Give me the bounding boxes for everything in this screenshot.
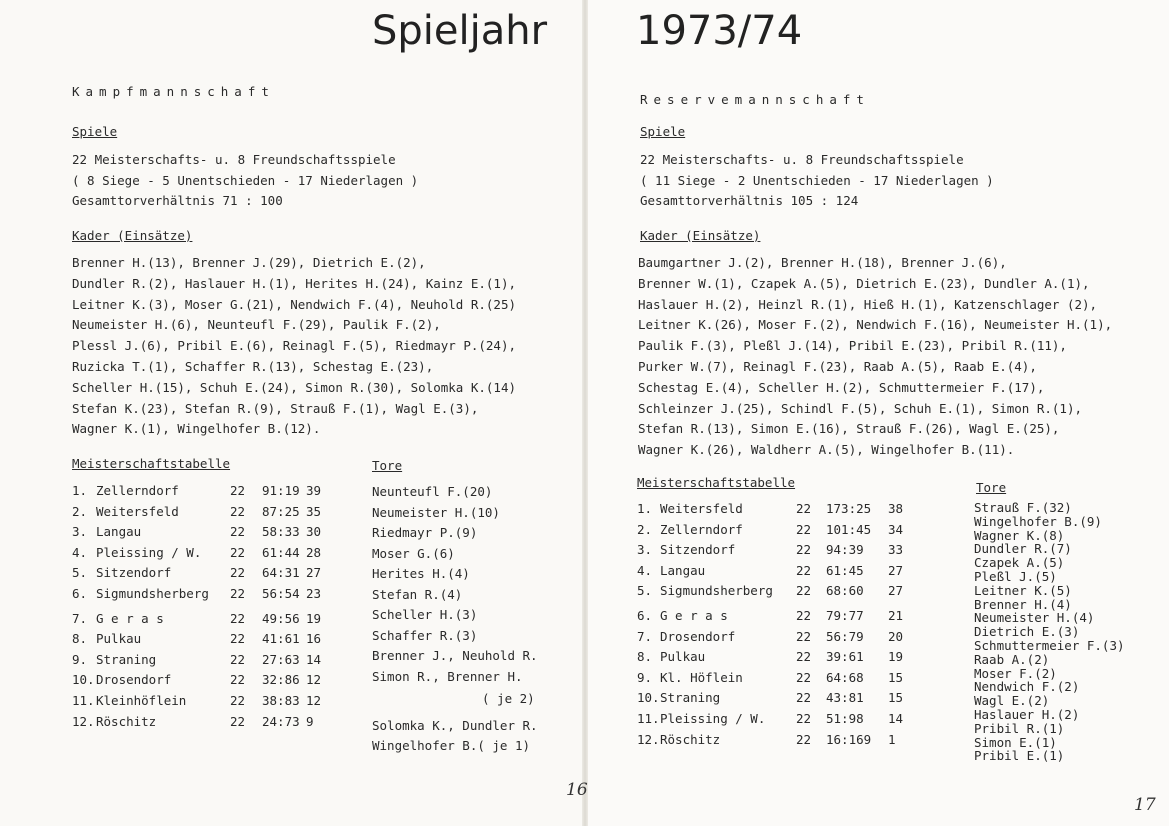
scorer-line: Wagl E.(2) [974,693,1050,709]
points-cell: 38 [888,501,904,516]
games-cell: 22 [230,503,246,519]
games-cell: 22 [230,672,246,688]
scorer-line: Brenner J., Neuhold R. [372,648,538,663]
scorer-line: Strauß F.(32) [974,500,1072,515]
score-cell: 87:25 [262,503,300,519]
rank-cell: 1. [637,501,653,516]
team-cell: Drosendorf [660,628,736,644]
right-table-heading: Meisterschaftstabelle [637,475,796,490]
rank-cell: 4. [72,544,88,560]
kader-line: Haslauer H.(2), Heinzl R.(1), Hieß H.(1), Katzenschlager (2), [638,296,1098,312]
rank-cell: 8. [637,649,653,665]
right-page-number: 17 [1134,795,1156,815]
kader-line: Baumgartner J.(2), Brenner H.(18), Brenner J.(6), [638,255,1007,270]
games-cell: 22 [796,628,812,644]
games-cell: 22 [230,565,246,581]
rank-cell: 5. [72,565,88,581]
games-cell: 22 [796,501,812,516]
scorer-line: Pleßl J.(5) [974,569,1057,584]
games-cell: 22 [230,524,246,540]
points-cell: 19 [888,649,904,665]
points-cell: 33 [888,542,904,558]
rank-cell: 1. [72,483,88,498]
kader-line: Neumeister H.(6), Neunteufl F.(29), Paulik F.(2), [72,317,441,333]
points-cell: 34 [888,521,904,537]
score-cell: 16:169 [826,731,872,747]
score-cell: 94:39 [826,542,864,558]
score-cell: 39:61 [826,649,864,665]
team-cell: Pulkau [660,649,706,665]
score-cell: 58:33 [262,524,300,540]
points-cell: 9 [306,713,314,729]
scorer-line: Czapek A.(5) [974,555,1065,571]
kader-line: Plessl J.(6), Pribil E.(6), Reinagl F.(5), Riedmayr P.(24), [72,338,517,354]
score-cell: 43:81 [826,690,864,706]
kader-line: Brenner H.(13), Brenner J.(29), Dietrich E.(2), [72,255,426,270]
points-cell: 21 [888,608,904,623]
team-cell: G e r a s [660,608,728,623]
points-cell: 15 [888,690,904,706]
scorer-line: Pribil E.(1) [974,748,1065,764]
team-cell: Pulkau [96,631,142,647]
games-cell: 22 [230,693,246,708]
book-gutter [582,0,588,826]
team-cell: Röschitz [96,713,157,729]
score-cell: 24:73 [262,713,300,729]
points-cell: 27 [306,565,322,581]
points-cell: 23 [306,586,322,601]
scorer-line: Solomka K., Dundler R. [372,717,538,733]
score-cell: 49:56 [262,610,300,626]
games-cell: 22 [796,608,812,623]
points-cell: 12 [306,672,322,688]
team-cell: Pleissing / W. [660,711,766,726]
rank-cell: 12. [72,713,95,729]
right-tore-heading: Tore [976,480,1007,495]
rank-cell: 5. [637,583,653,599]
rank-cell: 11. [637,711,660,726]
points-cell: 1 [888,731,896,747]
scorer-line: Nendwich F.(2) [974,679,1080,695]
team-cell: G e r a s [96,610,164,626]
scorer-line: Brenner H.(4) [974,596,1072,612]
rank-cell: 7. [72,610,88,626]
team-cell: Weitersfeld [96,503,179,519]
scorer-line: Haslauer H.(2) [974,707,1080,722]
right-team-heading: Reservemannschaft [640,92,870,107]
rank-cell: 8. [72,631,88,647]
games-cell: 22 [230,483,246,498]
points-cell: 16 [306,631,322,647]
score-cell: 61:45 [826,562,864,578]
spiele-line: ( 8 Siege - 5 Unentschieden - 17 Niederlagen ) [72,172,419,188]
scorer-line: Leitner K.(5) [974,582,1072,598]
scorer-line: Scheller H.(3) [372,607,478,622]
points-cell: 15 [888,669,904,685]
score-cell: 64:31 [262,565,300,581]
kader-line: Schestag E.(4), Scheller H.(2), Schmuttermeier F.(17), [638,379,1045,395]
score-cell: 68:60 [826,583,864,599]
games-cell: 22 [796,542,812,558]
points-cell: 14 [306,651,322,667]
games-cell: 22 [230,631,246,647]
team-cell: Röschitz [660,731,721,747]
scorer-line: Wagner K.(8) [974,527,1065,543]
scorer-line: Raab A.(2) [974,651,1050,667]
score-cell: 56:54 [262,586,300,601]
team-cell: Kleinhöflein [96,693,187,708]
points-cell: 27 [888,583,904,599]
kader-line: Paulik F.(3), Pleßl J.(14), Pribil E.(23), Pribil R.(11), [638,338,1067,354]
right-spiele-heading: Spiele [640,124,686,139]
score-cell: 61:44 [262,544,300,560]
rank-cell: 2. [637,521,653,537]
scorer-line: Dundler R.(7) [974,541,1072,557]
points-cell: 39 [306,483,322,498]
score-cell: 64:68 [826,669,864,685]
spiele-line: Gesamttorverhältnis 105 : 124 [640,193,859,208]
points-cell: 35 [306,503,322,519]
points-cell: 30 [306,524,322,540]
kader-line: Stefan K.(23), Stefan R.(9), Strauß F.(1), Wagl E.(3), [72,400,479,416]
games-cell: 22 [230,651,246,667]
spiele-line: Gesamttorverhältnis 71 : 100 [72,193,283,208]
kader-line: Wagner K.(1), Wingelhofer B.(12). [72,421,321,437]
kader-line: Purker W.(7), Reinagl F.(23), Raab A.(5), Raab E.(4), [638,359,1037,374]
scorer-line: Neumeister H.(10) [372,504,500,520]
kader-line: Stefan R.(13), Simon E.(16), Strauß F.(26), Wagl E.(25), [638,421,1060,437]
points-cell: 19 [306,610,322,626]
right-kader-heading: Kader (Einsätze) [640,228,761,243]
rank-cell: 10. [72,672,95,688]
score-cell: 51:98 [826,711,864,726]
rank-cell: 10. [637,690,660,706]
kader-line: Scheller H.(15), Schuh E.(24), Simon R.(30), Solomka K.(14) [72,379,517,395]
games-cell: 22 [230,544,246,560]
team-cell: Zellerndorf [660,521,743,537]
left-kader-heading: Kader (Einsätze) [72,228,193,243]
spiele-line: ( 11 Siege - 2 Unentschieden - 17 Niederlagen ) [640,172,994,188]
scorer-line: Moser G.(6) [372,545,455,561]
team-cell: Sigmundsherberg [660,583,773,599]
kader-line: Ruzicka T.(1), Schaffer R.(13), Schestag E.(23), [72,359,434,374]
scorer-line: Stefan R.(4) [372,586,463,602]
scorer-line: Pribil R.(1) [974,720,1065,736]
kader-line: Leitner K.(26), Moser F.(2), Nendwich F.(16), Neumeister H.(1), [638,317,1113,333]
scorer-line: Simon R., Brenner H. [372,668,523,684]
team-cell: Sigmundsherberg [96,586,209,601]
scorer-line: Wingelhofer B.( je 1) [372,738,531,753]
scorer-line: Schmuttermeier F.(3) [974,638,1125,653]
score-cell: 79:77 [826,608,864,623]
scorer-line: Moser F.(2) [974,665,1057,681]
games-cell: 22 [796,562,812,578]
games-cell: 22 [230,610,246,626]
games-cell: 22 [796,649,812,665]
score-cell: 101:45 [826,521,872,537]
games-cell: 22 [230,713,246,729]
team-cell: Zellerndorf [96,483,179,498]
team-cell: Sitzendorf [660,542,736,558]
rank-cell: 9. [72,651,88,667]
games-cell: 22 [796,521,812,537]
scorer-line: ( je 2) [482,691,535,706]
team-cell: Pleissing / W. [96,544,202,560]
score-cell: 27:63 [262,651,300,667]
games-cell: 22 [796,731,812,747]
rank-cell: 6. [637,608,653,623]
right-title: 1973/74 [636,8,803,54]
kader-line: Leitner K.(3), Moser G.(21), Nendwich F.(4), Neuhold R.(25) [72,296,517,312]
kader-line: Schleinzer J.(25), Schindl F.(5), Schuh E.(1), Simon R.(1), [638,400,1083,416]
rank-cell: 6. [72,586,88,601]
score-cell: 173:25 [826,501,872,516]
points-cell: 12 [306,693,322,708]
left-tore-heading: Tore [372,458,403,473]
rank-cell: 7. [637,628,653,644]
games-cell: 22 [796,669,812,685]
games-cell: 22 [796,711,812,726]
kader-line: Brenner W.(1), Czapek A.(5), Dietrich E.(23), Dundler A.(1), [638,275,1090,291]
kader-line: Wagner K.(26), Waldherr A.(5), Wingelhofer B.(11). [638,442,1015,458]
points-cell: 20 [888,628,904,644]
spiele-line: 22 Meisterschafts- u. 8 Freundschaftsspiele [72,152,396,167]
rank-cell: 11. [72,693,95,708]
games-cell: 22 [230,586,246,601]
team-cell: Sitzendorf [96,565,172,581]
points-cell: 28 [306,544,322,560]
team-cell: Straning [96,651,157,667]
rank-cell: 12. [637,731,660,747]
scorer-line: Wingelhofer B.(9) [974,513,1102,529]
points-cell: 27 [888,562,904,578]
scorer-line: Simon E.(1) [974,734,1057,750]
rank-cell: 3. [72,524,88,540]
scorer-line: Schaffer R.(3) [372,627,478,643]
scorer-line: Dietrich E.(3) [974,624,1080,640]
scorer-line: Neumeister H.(4) [974,610,1095,626]
scorer-line: Riedmayr P.(9) [372,525,478,540]
team-cell: Kl. Höflein [660,669,743,685]
points-cell: 14 [888,711,904,726]
games-cell: 22 [796,583,812,599]
team-cell: Langau [660,562,706,578]
team-cell: Drosendorf [96,672,172,688]
score-cell: 56:79 [826,628,864,644]
team-cell: Langau [96,524,142,540]
team-cell: Weitersfeld [660,501,743,516]
scorer-line: Neunteufl F.(20) [372,484,493,499]
left-title: Spieljahr [372,8,548,54]
rank-cell: 3. [637,542,653,558]
left-spiele-heading: Spiele [72,124,118,139]
rank-cell: 4. [637,562,653,578]
score-cell: 41:61 [262,631,300,647]
scorer-line: Herites H.(4) [372,566,470,581]
rank-cell: 9. [637,669,653,685]
games-cell: 22 [796,690,812,706]
spiele-line: 22 Meisterschafts- u. 8 Freundschaftsspiele [640,152,964,167]
score-cell: 32:86 [262,672,300,688]
score-cell: 91:19 [262,483,300,498]
left-team-heading: Kampfmannschaft [72,84,275,99]
left-page-number: 16 [566,780,588,800]
left-table-heading: Meisterschaftstabelle [72,456,231,471]
rank-cell: 2. [72,503,88,519]
score-cell: 38:83 [262,693,300,708]
team-cell: Straning [660,690,721,706]
kader-line: Dundler R.(2), Haslauer H.(1), Herites H.(24), Kainz E.(1), [72,275,517,291]
